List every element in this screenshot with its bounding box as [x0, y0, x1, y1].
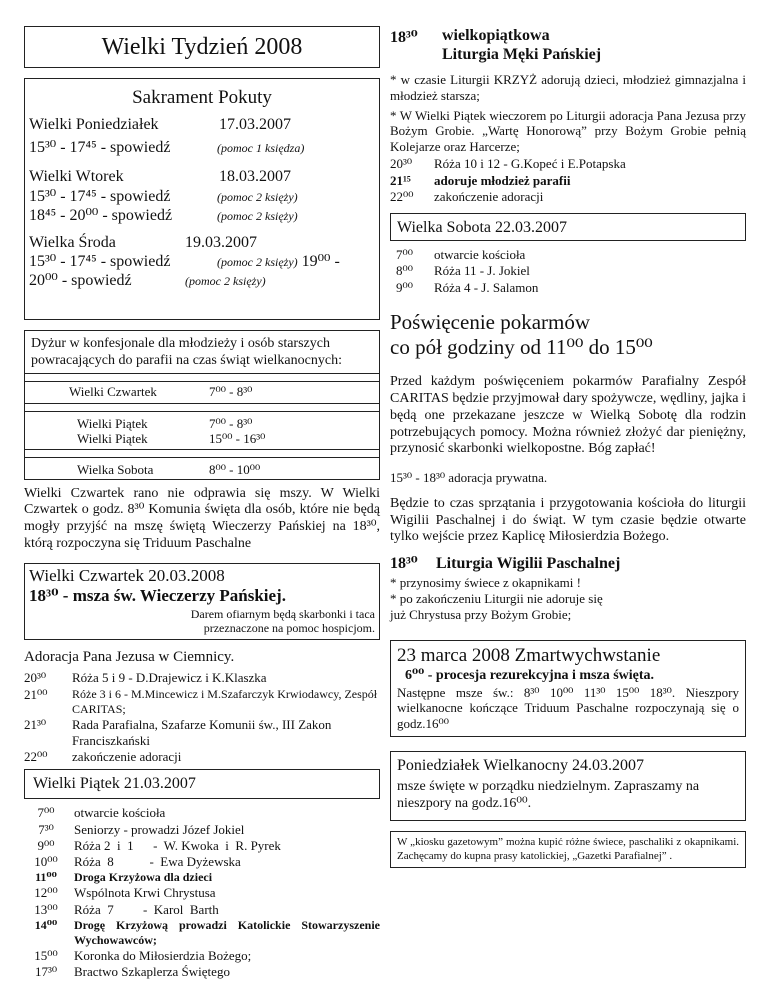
easter-box [390, 640, 746, 736]
list-item: 8⁰⁰ Róża 11 - J. Jokiel [396, 263, 530, 279]
liturgy-note: * w czasie Liturgii KRZYŻ adorują dzieci, młodzież gimnazjalna i młodzież starsza; [390, 72, 746, 103]
left-column [24, 26, 380, 980]
monday-text: msze święte w porządku niedzielnym. Zapraszamy na nieszpory na godz.16⁰⁰. [397, 778, 700, 811]
thursday-mass: 18³⁰ - msza św. Wieczerzy Pańskiej. [29, 586, 286, 606]
duty-row: Wielki Piątek Wielki Piątek 7⁰⁰ - 8³⁰ 15⁰⁰ - 16³⁰ [25, 411, 379, 449]
confession-day-wednesday: Wielka Środa 19.03.2007 15³⁰ - 17⁴⁵ - spowiedź (pomoc 2 księży) 19⁰⁰ - 20⁰⁰ - spowiedź (pomoc 2 księży) [29, 233, 340, 290]
duty-row: Wielka Sobota 8⁰⁰ - 10⁰⁰ [25, 457, 379, 479]
list-item: 17³⁰ Bractwo Szkaplerza Świętego [34, 964, 230, 980]
tomb-note: * W Wielki Piątek wieczorem po Liturgii adoracja Pana Jezusa przy Bożym Grobie. „Wartę Honorową” przy Bożym Grobie pełnią Kolejarze oraz Harcerze; [390, 107, 746, 154]
list-item: 11⁰⁰ Droga Krzyżowa dla dzieci [35, 870, 213, 885]
list-item: 12⁰⁰ Wspólnota Krwi Chrystusa [34, 885, 216, 901]
vigil-note: * po zakończeniu Liturgii nie adoruje się już Chrystusa przy Bożym Grobie; [390, 590, 603, 622]
thursday-box [24, 563, 380, 641]
confession-day-tuesday: Wielki Wtorek 18.03.2007 15³⁰ - 17⁴⁵ - spowiedź (pomoc 2 księży) 18⁴⁵ - 20⁰⁰ - spowiedź (pomoc 2 księży) [29, 168, 298, 224]
monday-box [390, 751, 746, 822]
friday-title: Wielki Piątek 21.03.2007 [24, 769, 380, 799]
list-item: 13⁰⁰ Róża 7 - Karol Barth [34, 901, 219, 917]
vigil-title: 18³⁰ Liturgia Wigilii Paschalnej [390, 555, 621, 573]
blessing-text: Przed każdym poświęceniem pokarmów Parafialny Zespół CARITAS będzie przyjmował dary spożywcze, wędliny, jajka i będą one przekazane jeszcze w Wielką Sobotę dla rodzin potrzebujących pomocy. Można również złożyć dar pieniężny, przynosić skarbonki wielkopostne. Bóg zapłać! [390, 374, 746, 457]
list-item: 10⁰⁰ Róża 8 - Ewa Dyżewska [34, 854, 241, 870]
adoration-title: Adoracja Pana Jezusa w Ciemnicy. [24, 649, 235, 666]
list-item: 15⁰⁰ Koronka do Miłosierdzia Bożego; [34, 947, 252, 963]
private-adoration: 15³⁰ - 18³⁰ adoracja prywatna. [390, 470, 548, 486]
good-friday-liturgy: 18³⁰ wielkopiątkowa Liturgia Męki Pańskiej [390, 27, 602, 64]
right-column [390, 26, 746, 868]
list-item: 22⁰⁰ zakończenie adoracji [24, 749, 182, 765]
easter-title: 23 marca 2008 Zmartwychwstanie [397, 645, 661, 667]
page-title: Wielki Tydzień 2008 [24, 26, 380, 68]
thursday-title: Wielki Czwartek 20.03.2008 [29, 565, 225, 585]
easter-procession: 6⁰⁰ - procesja rezurekcyjna i msza święta. [405, 667, 655, 683]
duty-row: Wielki Czwartek 7⁰⁰ - 8³⁰ [25, 381, 379, 403]
confession-box [24, 78, 380, 320]
duty-box [24, 330, 380, 480]
list-item: 9⁰⁰ Róża 4 - J. Salamon [396, 279, 539, 295]
friday-list [24, 805, 380, 980]
guard-list [390, 156, 746, 205]
list-item: 21¹⁵ adoruje młodzież parafii [390, 172, 571, 188]
cleaning-text: Będzie to czas sprzątania i przygotowania kościoła do liturgii Wigilii Paschalnej i do świąt. W tym czasie będzie otwarte tylko wejście przez Kaplicę Miłosierdzia Bożego. [390, 495, 746, 545]
list-item: 22⁰⁰ zakończenie adoracji [390, 188, 544, 204]
adoration-list [24, 670, 380, 765]
blessing-title: Poświęcenie pokarmów co pół godziny od 11⁰⁰ do 15⁰⁰ [390, 309, 653, 360]
kiosk-box: W „kiosku gazetowym” można kupić różne świece, paschaliki z okapnikami. Zachęcamy do kupna prasy katolickiej, „Gazetki Parafialnej” . [390, 831, 746, 867]
monday-title: Poniedziałek Wielkanocny 24.03.2007 [397, 756, 645, 774]
list-item: 20³⁰ Róża 10 i 12 - G.Kopeć i E.Potapska [390, 156, 626, 172]
saturday-title: Wielka Sobota 22.03.2007 [390, 213, 746, 241]
list-item: 20³⁰ Róża 5 i 9 - D.Drajewicz i K.Klaszka [24, 670, 267, 686]
thursday-info: Wielki Czwartek rano nie odprawia się mszy. W Wielki Czwartek o godz. 8³⁰ Komunia święta dla osób, które nie będą mogły przyjść na mszę świętą Wieczerzy Pańskiej na 18³⁰, którą rozpoczyna się Triduum Paschalne [24, 485, 380, 551]
list-item: 21³⁰ Rada Parafialna, Szafarze Komunii św., III Zakon Franciszkański [24, 716, 332, 748]
easter-masses: Następne msze św.: 8³⁰ 10⁰⁰ 11³⁰ 15⁰⁰ 18³⁰. Nieszpory wielkanocne kończące Triduum Paschalne rozpoczynają się o godz.16⁰⁰ [397, 684, 739, 731]
list-item: 9⁰⁰ Róża 2 i 1 - W. Kwoka i R. Pyrek [37, 837, 281, 853]
list-item: 7³⁰ Seniorzy - prowadzi Józef Jokiel [38, 821, 245, 837]
confession-title: Sakrament Pokuty [132, 87, 272, 108]
list-item: 7⁰⁰ otwarcie kościoła [37, 805, 166, 821]
thursday-note: Darem ofiarnym będą skarbonki i taca przeznaczone na pomoc hospicjom. [190, 606, 375, 635]
list-item: 14⁰⁰ Drogę Krzyżową prowadzi Katolickie Stowarzyszenie Wychowawców; [34, 917, 380, 947]
list-item: 7⁰⁰ otwarcie kościoła [396, 247, 526, 263]
list-item: 21⁰⁰ Róże 3 i 6 - M.Mincewicz i M.Szafarczyk Krwiodawcy, Zespół CARITAS; [24, 686, 378, 716]
vigil-note: * przynosimy świece z okapnikami ! [390, 575, 581, 591]
confession-day-monday: Wielki Poniedziałek 17.03.2007 15³⁰ - 17⁴⁵ - spowiedź (pomoc 1 księdza) [29, 116, 305, 157]
saturday-list [390, 247, 746, 296]
duty-text: Dyżur w konfesjonale dla młodzieży i osób starszych powracających do parafii na czas świąt wielkanocnych: [31, 336, 342, 368]
